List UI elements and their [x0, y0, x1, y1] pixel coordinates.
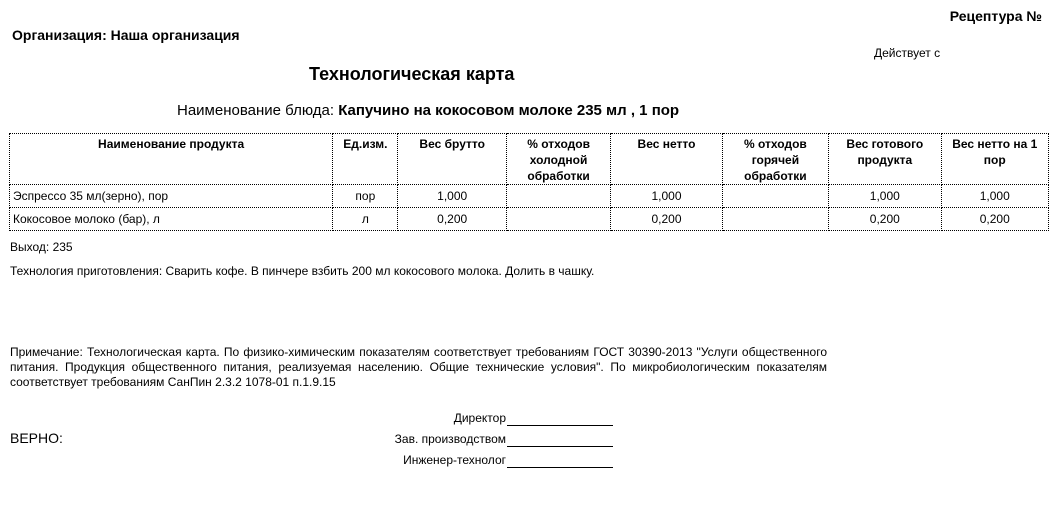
column-header-finished-weight: Вес готового продукта: [829, 134, 941, 185]
verified-label: ВЕРНО:: [10, 430, 63, 446]
column-header-net-weight: Вес нетто: [611, 134, 722, 185]
cell-net-weight: 0,200: [611, 208, 722, 231]
products-table: [9, 133, 1049, 231]
document-title: Технологическая карта: [309, 64, 515, 84]
cell-net-weight: 1,000: [611, 185, 722, 208]
cell-net-per-portion: 0,200: [941, 208, 1048, 231]
table-header-row: [10, 134, 1049, 185]
cell-unit: л: [333, 208, 398, 231]
note-paragraph: Примечание: Технологическая карта. По физико-химическим показателям соответствует требованиям ГОСТ 30390-2013 "Услуги общественного питания. Продукция общественного питания, реализуемая населению. Общие технические условия". По микробиологическим показателям соответствует требованиям СанПин 2.3.2 1078-01 п.1.9.15: [10, 345, 827, 389]
cell-gross-weight: 0,200: [398, 208, 506, 231]
recipe-number-label: Рецептура №: [949, 8, 1042, 24]
preparation-technology: Технология приготовления: Сварить кофе. В пинчере взбить 200 мл кокосового молока. Долить в чашку.: [10, 264, 595, 278]
column-header-gross-weight: Вес брутто: [398, 134, 506, 185]
signature-line-production-head: [507, 446, 613, 447]
valid-from-label: Действует с: [874, 46, 941, 60]
table-row: [10, 185, 1049, 208]
cell-cold-waste: [506, 185, 610, 208]
cell-product-name: Эспрессо 35 мл(зерно), пор: [10, 185, 333, 208]
column-header-net-per-portion: Вес нетто на 1 пор: [941, 134, 1048, 185]
cell-hot-waste: [722, 185, 828, 208]
cell-finished-weight: 1,000: [829, 185, 941, 208]
cell-cold-waste: [506, 208, 610, 231]
column-header-hot-waste: % отходов горячей обработки: [722, 134, 828, 185]
signature-label-production-head: Зав. производством: [394, 432, 506, 446]
signature-line-director: [507, 425, 613, 426]
cell-hot-waste: [722, 208, 828, 231]
cell-unit: пор: [333, 185, 398, 208]
dish-label: Наименование блюда:: [177, 102, 335, 119]
signature-label-engineer: Инженер-технолог: [403, 453, 506, 467]
signature-label-director: Директор: [453, 411, 506, 425]
column-header-unit: Ед.изм.: [333, 134, 398, 185]
signature-line-engineer: [507, 467, 613, 468]
organization-label: Организация: Наша организация: [12, 27, 240, 43]
cell-product-name: Кокосовое молоко (бар), л: [10, 208, 333, 231]
cell-gross-weight: 1,000: [398, 185, 506, 208]
column-header-product-name: Наименование продукта: [10, 134, 333, 185]
dish-line: [177, 102, 679, 119]
dish-name: Капучино на кокосовом молоке 235 мл , 1 пор: [338, 102, 680, 119]
output-yield: Выход: 235: [10, 240, 73, 254]
cell-finished-weight: 0,200: [829, 208, 941, 231]
table-row: [10, 208, 1049, 231]
cell-net-per-portion: 1,000: [941, 185, 1048, 208]
column-header-cold-waste: % отходов холодной обработки: [506, 134, 610, 185]
